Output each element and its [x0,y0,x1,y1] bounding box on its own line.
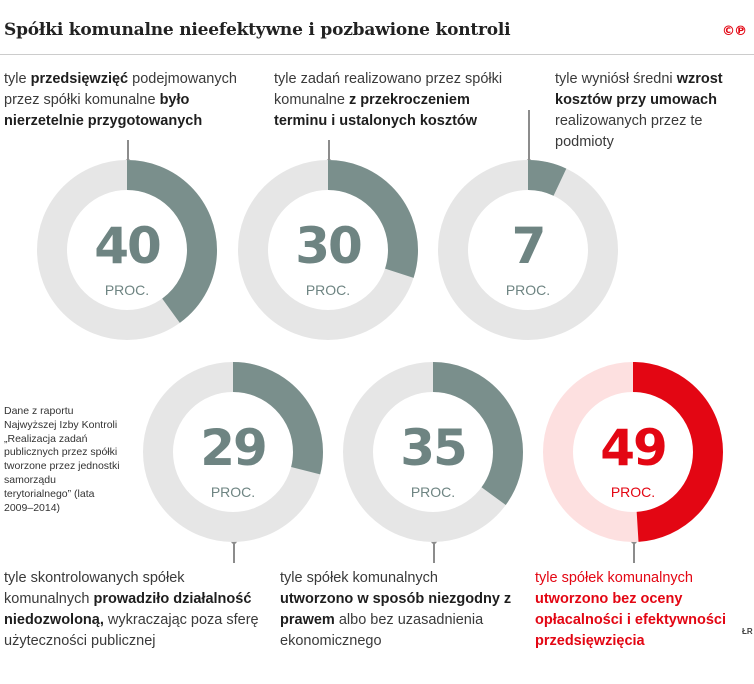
caption-bold-text: prowadziło działalność niedozwoloną, [4,591,252,628]
donut-30 [253,175,403,325]
donut-unit-label: PROC. [505,282,551,298]
donut-unit-label: PROC. [104,282,150,298]
brand-logo: ©℗ [722,24,746,39]
donut-unit-label: PROC. [305,282,351,298]
caption-bold-text: utworzono bez oceny opłacalności i efektywności przedsięwzięcia [535,591,726,649]
source-note: Dane z raportu Najwyższej Izby Kontroli „Realizacja zadań publicznych przez spółki tworzone przez jednostki samorządu terytorialnego” (lata 2009–2014) [4,405,120,514]
caption-bold-text: utworzono w sposób niezgodny z prawem [280,591,512,628]
donut-unit-label: PROC. [210,484,256,500]
caption-text: tyle [4,71,31,87]
donut-7 [453,175,603,325]
caption-bold-text: wzrost kosztów przy umowach [555,71,723,108]
donut-35 [358,377,508,527]
donut-value-label: 49 [600,419,666,477]
author-credit: ŁR [742,627,753,636]
donut-49 [558,377,708,527]
caption-text: tyle spółek komunalnych [535,570,693,586]
donut-29 [158,377,308,527]
donut-value-label: 35 [400,419,466,477]
chart-title: Spółki komunalne nieefektywne i pozbawione kontroli [4,20,511,40]
caption-text: realizowanych przez te podmioty [555,113,703,150]
caption-text: tyle skontrolowanych spółek komunalnych [4,570,185,607]
caption-bold-text: było nierzetelnie przygotowanych [4,92,203,129]
caption-text: tyle zadań realizowano przez spółki komunalne [274,71,503,108]
donut-unit-label: PROC. [610,484,656,500]
caption-text: albo bez uzasadnienia ekonomicznego [280,612,484,649]
donut-value-label: 7 [511,217,545,275]
donut-value-label: 29 [200,419,266,477]
donut-value-label: 30 [295,217,361,275]
caption-bold-text: z przekroczeniem terminu i ustalonych kosztów [274,92,478,129]
donut-value-label: 40 [94,217,160,275]
caption-text: tyle wyniósł średni [555,71,677,87]
caption-text: wykraczając poza sferę użyteczności publicznej [4,612,259,649]
caption-text: podejmowanych przez spółki komunalne [4,71,237,108]
donut-unit-label: PROC. [410,484,456,500]
caption-text: tyle spółek komunalnych [280,570,438,586]
caption-bold-text: przedsięwzięć [30,71,129,87]
donut-40 [52,175,202,325]
